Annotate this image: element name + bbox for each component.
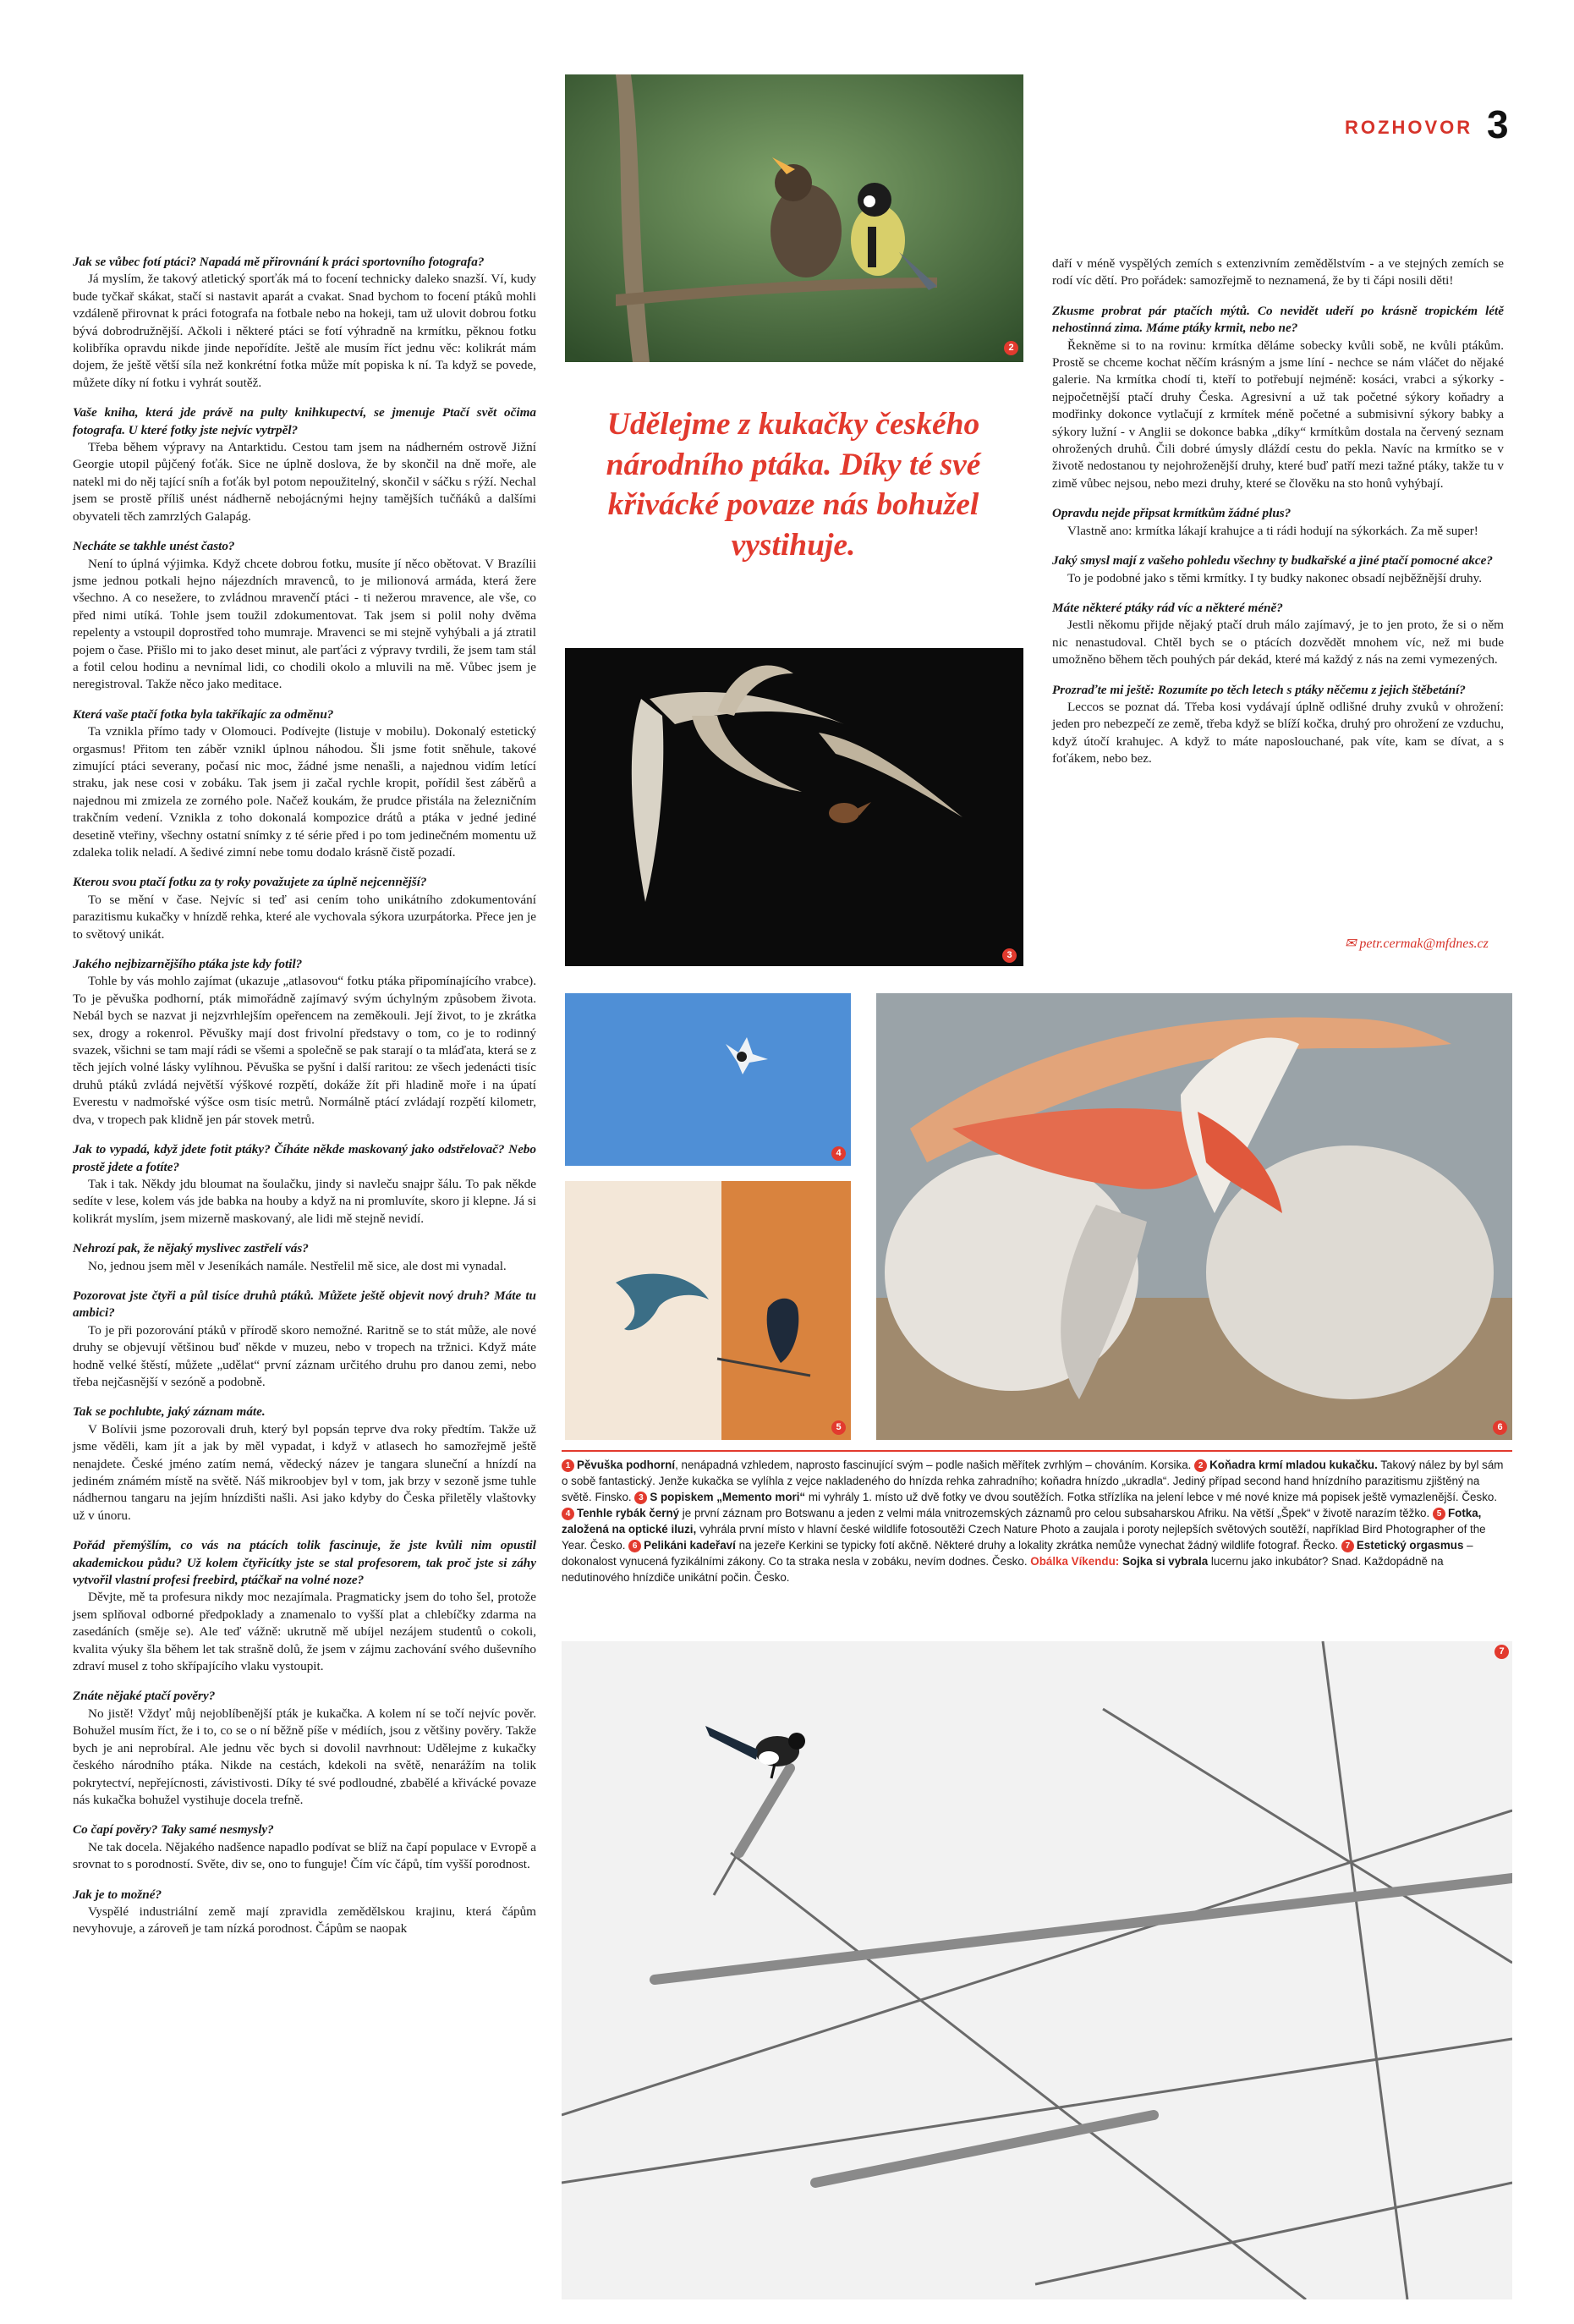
photo-number-badge: 2 bbox=[1194, 1459, 1207, 1472]
caption-title: S popiskem „Memento mori“ bbox=[650, 1491, 806, 1503]
answer: Ta vznikla přímo tady v Olomouci. Podívejte (listuje v mobilu). Dokonalý estetický orgasmus! Přitom ten záběr vznikl úplnou náhodou. Šli jsme fotit sněhule, takové zimující ptáci severany, počasí nic moc, žádné jsme nenašli, a najednou vidím letící straku, jak nese cosi v zobáku. Tak jsem ji začal rychle kropit, pořídil šest záběrů a najednou mi zmizela ze zorného pole. Načež koukám, že prudce přistála na železničním trakčním vedení. Vznikla z toho dokonalá kompozice drátů a ptáka v jedné jediné desetině vteřiny, všechny ostatní snímky z té série před i po tom jedinečném momentu už zdaleka tolik neladí. A šedivé zimní nebe tomu dodalo krásně čistě pozadí. bbox=[73, 724, 536, 860]
author-email-text: petr.cermak@mfdnes.cz bbox=[1359, 937, 1489, 951]
caption-title: Koňadra krmí mladou kukačku. bbox=[1209, 1459, 1378, 1471]
caption-title: Pelikáni kadeřaví bbox=[644, 1539, 736, 1552]
question: Vaše kniha, která jde právě na pulty knihkupectví, se jmenuje Ptačí svět očima fotografa. U které fotky jste nejvíc vytrpěl? bbox=[73, 405, 536, 437]
question: Jak je to možné? bbox=[73, 1887, 162, 1902]
caption-title: Fotka, založená na optické iluzi, bbox=[562, 1507, 1482, 1536]
photo-number-badge: 5 bbox=[1433, 1508, 1445, 1520]
photo-number-badge: 2 bbox=[1004, 341, 1018, 355]
pull-quote: Udělejme z kukačky českého národního ptáka. Díky té své křivácké povaze nás bohužel vystihuje. bbox=[606, 407, 981, 563]
author-email[interactable] bbox=[1345, 935, 1489, 952]
caption-title: Pěvuška podhorní bbox=[577, 1459, 676, 1471]
caption-text: vyhrála první místo v hlavní české wildlife fotosoutěži Czech Nature Photo a zaujala i poroty nejlepších světových soutěží, například Bird Photographer of the Year. Česko. bbox=[562, 1523, 1486, 1552]
question: Znáte nějaké ptačí pověry? bbox=[73, 1689, 216, 1704]
question: Necháte se takhle unést často? bbox=[73, 539, 235, 554]
photo-optical-illusion bbox=[565, 1181, 851, 1440]
answer: To je podobné jako s těmi krmítky. I ty budky nakonec obsadí nejběžnější druhy. bbox=[1067, 570, 1483, 585]
question: Jak to vypadá, když jdete fotit ptáky? Číháte někde maskovaný jako odstřelovač? Nebo prostě jdete a fotíte? bbox=[73, 1142, 536, 1174]
question: Nehrozí pak, že nějaký myslivec zastřelí vás? bbox=[73, 1241, 309, 1256]
answer: Tohle by vás mohlo zajímat (ukazuje „atlasovou“ fotku ptáka připomínajícího vrabce). To je pěvuška podhorní, pták mimořádně zajímavý svým úchylným způsobem života. Nebál bych se nazvat ji nejzvrhlejším opeřencem na zeměkouli. Její život, to je zkrátka sex, drogy a rokenrol. Pěvušky mají dost frivolní představy o tom, co je to rodinný svazek, všichni se tam mají rádi se všemi a společně se pak starají o ta mláďata, která se z těch jejích volné lásky vylíhnou. Pěvuška se pyšní i další raritou: ze všech jedenácti tisíc druhů ptáků zvládá největší výškové rozpětí, dokáže žít při hladině moře i na úpatí Everestu v nadmořské výšce osm tisíc metrů. Normálně ptácí zvládají rozpětí kilometr, dva, v tropech pak klidně jen pár stovek metrů. bbox=[73, 974, 536, 1127]
photo-number-badge: 7 bbox=[1494, 1645, 1509, 1659]
answer: Tak i tak. Někdy jdu bloumat na šoulačku, jindy si navleču snajpr šálu. To pak někde sedíte v lese, kolem vás jde babka na houby a když na ni promluvíte, skoro ji klepne. Já si kolikrát myslím, jsem mizerně maskovaný, ale lidi mě stejně nevidí. bbox=[73, 1176, 536, 1226]
caption-title: Estetický orgasmus bbox=[1356, 1539, 1464, 1552]
caption-item bbox=[634, 1491, 1497, 1503]
caption-title: Tenhle rybák černý bbox=[577, 1507, 680, 1519]
photo-captions bbox=[562, 1457, 1512, 1585]
caption-item bbox=[562, 1507, 1429, 1519]
question: Zkusme probrat pár ptačích mýtů. Co nevidět udeří po krásně tropickém létě nehostinná zima. Máme ptáky krmit, nebo ne? bbox=[1052, 303, 1504, 336]
answer: Děvjte, mě ta profesura nikdy moc nezajímala. Pragmaticky jsem do toho šel, protože jsem splňoval odborné předpoklady a znamenalo to vyšší plat a chlebíčky zdarma na zasedáních (směje se). Ale teď vážně: ukrutně mě ubíjel nezájem studentů o cokoli, kvalita výuky šla během let tak strašně dolů, že jsem v zájmu zachování svého duševního zdraví musel z toho skřípajícího vlaku vystoupit. bbox=[73, 1590, 536, 1674]
answer: Třeba během výpravy na Antarktidu. Cestou tam jsem na nádherném ostrově Jižní Georgie utopil půjčený foťák. Sice ne úplně doslova, že by skončil na dně moře, ale natekl mi do něj tající sníh a foťák byl potom nepoužitelný, skončil v sáčku s rýží. Nechal jsem se prostě příliš unést nádherně nebojácnými hejny tamějších tučňáků a dalšími obyvateli těch zamrzlých Galapág. bbox=[73, 440, 536, 524]
article-column-right bbox=[1052, 255, 1504, 781]
photo-number-badge: 4 bbox=[831, 1146, 846, 1161]
caption-text: lucernu jako inkubátor? Snad. Každopádně na nedutinového hnízdiče unikátní počin. Česko. bbox=[562, 1555, 1444, 1584]
question: Kterou svou ptačí fotku za ty roky považujete za úplně nejcennější? bbox=[73, 875, 427, 890]
answer: No jistě! Vždyť můj nejoblíbenější pták je kukačka. A kolem ní se točí nejvíc pověr. Bohužel musím říct, že i to, co se o ní běžně píše v médiích, jsou z většiny pověry. Takže bych je ani neprobíral. Ale jednu věc bych si dovolil navrhnout: Udělejme z kukačky českého národního ptáka. Nikde na cestách, kdekoli na světě, nenarážím na tolik pokrytectví, nepřejícnosti, závistivosti. Díky té své podloudné, zbabělé a křivácké povaze nás kukačka bohužel vystihuje docela trefně. bbox=[73, 1706, 536, 1807]
caption-text: mi vyhrály 1. místo už dvě fotky ve dvou soutěžích. Fotka střízlíka na jelení lebce v mé nové knize má popisek ještě vymazlenější. Česko. bbox=[805, 1491, 1498, 1503]
question: Jaký smysl mají z vašeho pohledu všechny ty budkařské a jiné ptačí pomocné akce? bbox=[1052, 553, 1493, 569]
photo-number-badge: 1 bbox=[562, 1459, 574, 1472]
question: Prozraďte mi ještě: Rozumíte po těch letech s ptáky něčemu z jejich štěbetání? bbox=[1052, 682, 1466, 697]
photo-memento-mori bbox=[565, 648, 1023, 966]
photo-number-badge: 3 bbox=[1002, 948, 1017, 963]
answer: To je při pozorování ptáků v přírodě skoro nemožné. Raritně se to stát může, ale nové druhy se objevují většinou buď někde v muzeu, nebo v tropech na tržnici. Když máte hodně velké štěstí, můžete „udělat“ první záznam určitého druhu pro danou zemi, nebo třeba nejčasnější v sezóně a podobně. bbox=[73, 1322, 536, 1389]
question: Která vaše ptačí fotka byla takříkajíc za odměnu? bbox=[73, 706, 334, 722]
caption-text: , nenápadná vzhledem, naprosto fascinující svým – podle našich měřítek zvrhlým – chováním. Korsika. bbox=[675, 1459, 1192, 1471]
paragraph: daří v méně vyspělých zemích s extenzivním zemědělstvím - a ve stejných zemích se rodí víc dětí. Pro pořádek: samozřejmě to neznamená, že by ti čápi nosili děti! bbox=[1052, 256, 1504, 288]
answer: Řekněme si to na rovinu: krmítka děláme sobecky kvůli sobě, ne kvůli ptákům. Prostě se chceme kochat něčím krásným a jsme líní - nechce se nám vláčet do nějaké galerie. Na krmítka chodí ti, kteří to potřebují nejméně: kosáci, vrabci a sýkorky - nejpočetnější ptačí druhy Česka. Agresivní a už tak početné sýkory koňadry a modřinky dokonce vytlačují z krmítek méně početné a submisivní sýkory babky a sýkory lužní - v Anglii se dokonce babka „díky“ krmítkům dostala na červený seznam ohrožených druhů. Čili dobré úmysly dláždí cestu do pekla. Navíc na krmítko se v životě nedostanou ty nejohroženější druhy, které buď patří mezi tažné ptáky, takže tu v zimě vůbec nejsou, nebo mezi druhy, které se člověku na sto honů vyhýbají. bbox=[1052, 338, 1504, 491]
photo-number-badge: 5 bbox=[831, 1420, 846, 1435]
question: Jak se vůbec fotí ptáci? Napadá mě přirovnání k práci sportovního fotografa? bbox=[73, 255, 485, 269]
photo-number-badge: 3 bbox=[634, 1492, 647, 1504]
caption-item bbox=[562, 1459, 1191, 1471]
answer: Vyspělé industriální země mají zpravidla zemědělskou krajinu, která čápům nevyhovuje, a zároveň je tam nízká porodnost. Čápům se naopak bbox=[73, 1904, 536, 1937]
section-label: ROZHOVOR bbox=[1345, 117, 1473, 138]
question: Pozorovat jste čtyři a půl tisíce druhů ptáků. Můžete ještě objevit nový druh? Máte tu ambici? bbox=[73, 1288, 536, 1321]
photo-dalmatian-pelicans bbox=[876, 993, 1512, 1440]
photo-magpie-catenary bbox=[562, 1641, 1512, 2299]
question: Máte některé ptáky rád víc a některé méně? bbox=[1052, 600, 1283, 615]
answer: Já myslím, že takový atletický sporťák má to focení technicky daleko snazší. Ví, kudy bude tyčkař skákat, stačí si nastavit aparát a cvakat. Snad bychom to focení ptáků mohli vzdáleně přirovnat k práci fotografa na fotbale nebo na hokeji, tam už ulovit dobrou fotku bývá dobrodružnější. Ačkoli i některé ptáci se fotí výhradně na krmítku, pěknou fotku kolibříka opravdu nikde jinde nepořídíte. Ještě ale musím říct jednu věc: kolikrát mám dojem, že ještě větší síla než konkrétní fotka může mít popiska k ní. Ta když se povede, můžete díky ní fotku i vyhrát soutěž. bbox=[73, 272, 536, 390]
article-column-left bbox=[73, 254, 536, 1938]
photo-number-badge: 4 bbox=[562, 1508, 574, 1520]
photo-number-badge: 6 bbox=[628, 1540, 641, 1552]
caption-rule bbox=[562, 1450, 1512, 1452]
answer: Není to úplná výjimka. Když chcete dobrou fotku, musíte jí něco obětovat. V Brazílii jsme jednou potkali hejno nájezdních mravenců, to je milionová armáda, která žere všechno. A co nesežere, to zvládnou mravenčí ptáci - ti nežerou mravence, ale vše, co před nimi utíká. Tohle jsem toužil zdokumentovat. Tak jsem si polil nohy dvěma repelenty a vstoupil doprostřed toho mumraje. Mravenci se mi stejně vyhýbali a já ztratil pojem o čase. Přišlo mi to jako deset minut, ale parťáci z výpravy tvrdili, že jsem tam stál a fotil celou hodinu a nevnímal lidi, co chodili okolo a mluvili na mě. Vůbec jsem je neregistroval. Takže něco jako meditace. bbox=[73, 556, 536, 692]
answer: Ne tak docela. Nějakého nadšence napadlo podívat se blíž na čapí populace v Evropě a srovnat to s porodností. Světe, div se, ono to funguje! Čím víc čápů, tím vyšší porodnost. bbox=[73, 1839, 536, 1872]
answer: Vlastně ano: krmítka lákají krahujce a ti rádi hodují na sýkorkách. Za mě super! bbox=[1067, 523, 1478, 538]
caption-text: – dokonalost vynucená fyzikálními zákony. Co ta straka nesla v zobáku, nevím dodnes. Česko. bbox=[562, 1539, 1473, 1568]
answer: Leccos se poznat dá. Třeba kosi vydávají úplně odlišné druhy zvuků v ohrožení: jeden pro nebezpečí ze země, třeba když se blíží kočka, druhý pro ohrožení ze vzduchu, když útočí krahujec. A když to máte naposlouchané, pak víte, kam se dívat, a s foťákem, nebo bez. bbox=[1052, 699, 1504, 766]
page-number: 3 bbox=[1487, 102, 1509, 146]
cover-caption-label: Obálka Víkendu: bbox=[1030, 1555, 1120, 1568]
answer: To se mění v čase. Nejvíc si teď asi cením toho unikátního zdokumentování parazitismu kukačky v hnízdě rehka, které ale vychovala sýkora uzurpátorka. Přece jen je to světový unikát. bbox=[73, 892, 536, 942]
photo-number-badge: 7 bbox=[1341, 1540, 1354, 1552]
photo-number-badge: 6 bbox=[1493, 1420, 1507, 1435]
answer: No, jednou jsem měl v Jeseníkách namále. Nestřelil mě sice, ale dost mi vynadal. bbox=[88, 1258, 507, 1273]
caption-text: Takový nález by byl sám o sobě fantastický. Jenže kukačka se vylíhla z vejce nakladeného do hnízda rehka zahradního; koňadra hnízdo „ukradla“. Jediný případ second hand hnízdního parazitismu zjištěný na světě. Finsko. bbox=[562, 1459, 1504, 1503]
caption-text: je první záznam pro Botswanu a jeden z velmi mála vnitrozemských záznamů pro celou subsaharskou Afriku. Na větší „Špek“ v životě narazím těžko. bbox=[679, 1507, 1430, 1519]
question: Tak se pochlubte, jaký záznam máte. bbox=[73, 1404, 266, 1420]
caption-title: Sojka si vybrala bbox=[1122, 1555, 1209, 1568]
caption-item bbox=[628, 1539, 1338, 1552]
photo-tit-feeding-cuckoo bbox=[565, 74, 1023, 362]
question: Opravdu nejde připsat krmítkům žádné plus? bbox=[1052, 506, 1292, 521]
caption-text: na jezeře Kerkini se typicky fotí akčně. Některé druhy a lokality zkrátka nemůže vynechat žádný wildlife fotograf. Řecko. bbox=[735, 1539, 1339, 1552]
photo-black-tern bbox=[565, 993, 851, 1166]
answer: V Bolívii jsme pozorovali druh, který byl popsán teprve dva roky předtím. Takže už jsme věděli, kam jít a jak by měl vypadat, i když v atlasech ho samozřejmě ještě nenajdete. České jméno zatím nemá, vědecký název je tangara sluneční a hnízdí na jediném známém místě na světě. Náš mikroobjev byl v tom, jak brzy v sezoně jsme tuhle nádhernou tangaru na jejím hnízdišti našli. Asi jako kdyby do Česka přiletěly vlaštovky už v únoru. bbox=[73, 1421, 536, 1523]
question: Pořád přemýšlím, co vás na ptácích tolik fascinuje, že jste kvůli nim opustil akademickou půdu? Už kolem čtyřicítky jste se stal profesorem, tak proč jste si záhy vytvořil vlastní profesi freebird, ptáčkař na volné noze? bbox=[73, 1538, 536, 1588]
answer: Jestli někomu přijde nějaký ptačí druh málo zajímavý, je to jen proto, že si o něm nic nenastudoval. Chtěl bych se o ptácích dozvědět mnohem víc, než mi bude umožněno během těch pouhých pár dekád, které má každý z nás na zemi vymezených. bbox=[1052, 618, 1504, 668]
question: Co čapí pověry? Taky samé nesmysly? bbox=[73, 1822, 274, 1838]
email-icon: ✉ bbox=[1345, 937, 1357, 951]
question: Jakého nejbizarnějšího ptáka jste kdy fotil? bbox=[73, 957, 303, 972]
